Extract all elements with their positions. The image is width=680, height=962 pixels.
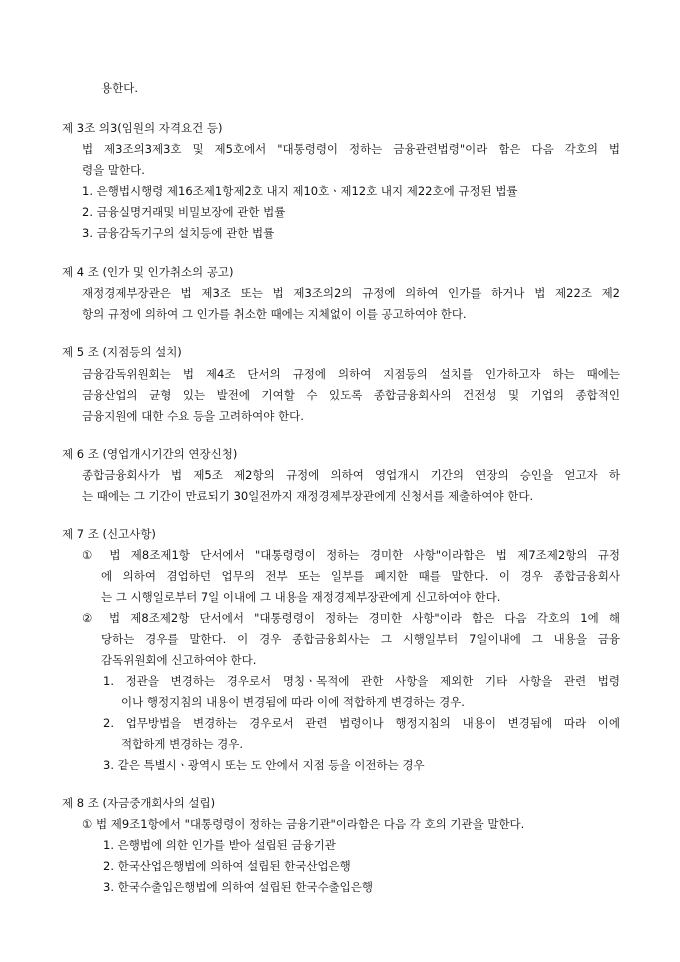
lead-line: 용한다. (101, 81, 138, 95)
article-8-item: 2. 한국산업은행법에 의하여 설립된 한국산업은행 (103, 859, 351, 873)
article-5-text: 금융지원에 대한 수요 등을 고려하여야 한다. (82, 409, 304, 423)
article-7-title: 제 7 조 (신고사항) (62, 527, 156, 541)
article-4-text: 항의 규정에 의하여 그 인가를 취소한 때에는 지체없이 이를 공고하여야 한다. (82, 307, 467, 321)
article-3-3-title: 제 3조 의3(임원의 자격요건 등) (62, 121, 223, 135)
article-5-text: 금융감독위원회는 법 제4조 단서의 규정에 의하여 지점등의 설치를 인가하고자 하는 때에는 (82, 367, 620, 381)
article-7-paragraph-1: 는 그 시행일로부터 7일 이내에 그 내용을 재정경제부장관에게 신고하여야 한다. (101, 590, 501, 604)
article-6-title: 제 6 조 (영업개시기간의 연장신청) (62, 447, 238, 461)
article-3-3-text: 법 제3조의3제3호 및 제5호에서 "대통령령이 정하는 금융관련법령"이라 함은 다음 각호의 법 (82, 142, 620, 156)
article-3-3-item: 3. 금융감독기구의 설치등에 관한 법률 (82, 226, 275, 240)
article-7-paragraph-2: ② 법 제8조제2항 단서에서 "대통령령이 정하는 경미한 사항"이라 함은 다음 각호의 1에 해 (82, 611, 620, 625)
article-8-item: 3. 한국수출입은행법에 의하여 설립된 한국수출입은행 (103, 880, 373, 894)
article-7-item: 2. 업무방법을 변경하는 경우로서 관련 법령이나 행정지침의 내용이 변경됨에 따라 이에 (103, 716, 620, 730)
article-3-3-text: 령을 말한다. (82, 163, 145, 177)
article-5-text: 금융산업의 균형 있는 발전에 기여할 수 있도록 종합금융회사의 건전성 및 기업의 종합적인 (82, 388, 620, 402)
article-7-item: 이나 행정지침의 내용이 변경됨에 따라 이에 적합하게 변경하는 경우. (121, 695, 465, 709)
article-5-title: 제 5 조 (지점등의 설치) (62, 345, 182, 359)
article-7-paragraph-2: 당하는 경우를 말한다. 이 경우 종합금융회사는 그 시행일부터 7일이내에 그 내용을 금융 (101, 632, 620, 646)
article-7-paragraph-1: ① 법 제8조제1항 단서에서 "대통령령이 정하는 경미한 사항"이라함은 법 제7조제2항의 규정 (82, 548, 620, 562)
article-8-paragraph-1: ① 법 제9조1항에서 "대통령령이 정하는 금융기관"이라함은 다음 각 호의 기관을 말한다. (82, 817, 525, 831)
article-3-3-item: 1. 은행법시행령 제16조제1항제2호 내지 제10호ㆍ제12호 내지 제22호에 규정된 법률 (82, 184, 518, 198)
article-6-text: 종합금융회사가 법 제5조 제2항의 규정에 의하여 영업개시 기간의 연장의 승인을 얻고자 하 (82, 468, 620, 482)
article-8-item: 1. 은행법에 의한 인가를 받아 설립된 금융기관 (103, 838, 336, 852)
article-7-item: 1. 정관을 변경하는 경우로서 명칭ㆍ목적에 관한 사항을 제외한 기타 사항을 관련 법령 (103, 674, 620, 688)
article-6-text: 는 때에는 그 기간이 만료되기 30일전까지 재정경제부장관에게 신청서를 제출하여야 한다. (82, 489, 534, 503)
article-7-item: 적합하게 변경하는 경우. (121, 737, 244, 751)
article-7-item: 3. 같은 특별시ㆍ광역시 또는 도 안에서 지점 등을 이전하는 경우 (103, 758, 425, 772)
article-7-paragraph-1: 에 의하여 겸업하던 업무의 전부 또는 일부를 폐지한 때를 말한다. 이 경우 종합금융회사 (101, 569, 620, 583)
article-3-3-item: 2. 금융실명거래및 비밀보장에 관한 법률 (82, 205, 286, 219)
article-4-text: 재정경제부장관은 법 제3조 또는 법 제3조의2의 규정에 의하여 인가를 하거나 법 제22조 제2 (82, 286, 620, 300)
article-4-title: 제 4 조 (인가 및 인가취소의 공고) (62, 265, 234, 279)
article-8-title: 제 8 조 (자금중개회사의 설립) (62, 796, 216, 810)
article-7-paragraph-2: 감독위원회에 신고하여야 한다. (101, 653, 257, 667)
